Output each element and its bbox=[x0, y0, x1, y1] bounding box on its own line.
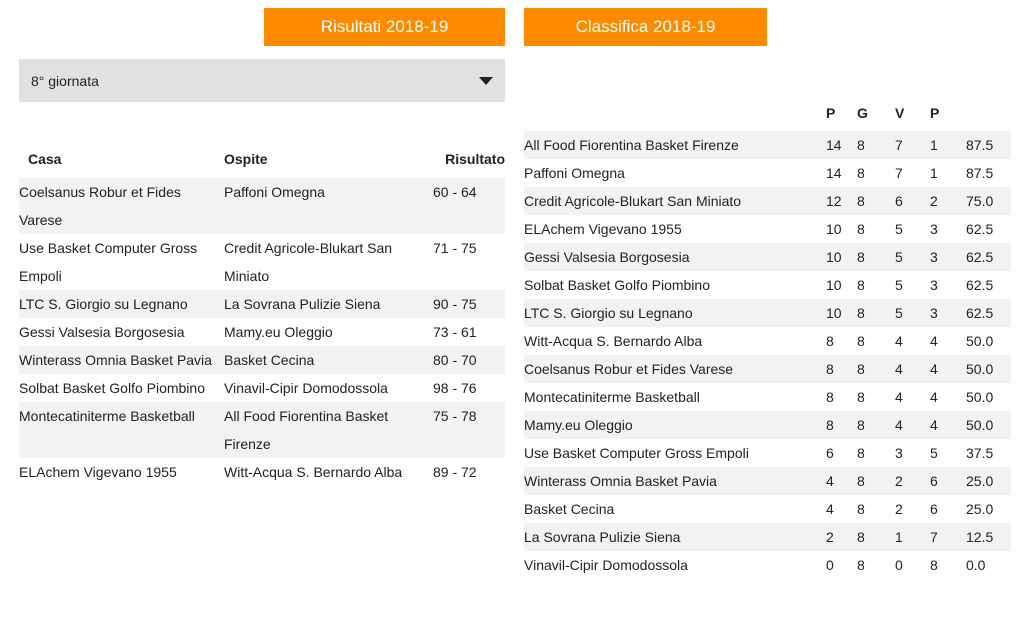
standings-cell-lost: 7 bbox=[930, 529, 938, 545]
standings-cell-played: 8 bbox=[857, 501, 865, 517]
results-row bbox=[19, 374, 505, 402]
results-row bbox=[19, 290, 505, 318]
standings-cell-played: 8 bbox=[857, 249, 865, 265]
standings-cell-pct: 62.5 bbox=[966, 305, 994, 321]
standings-cell-team: Coelsanus Robur et Fides Varese bbox=[524, 361, 734, 377]
results-table bbox=[19, 140, 505, 486]
standings-cell-lost: 2 bbox=[930, 193, 938, 209]
standings-cell-won: 5 bbox=[895, 221, 903, 237]
standings-row bbox=[524, 327, 1011, 355]
chevron-down-icon[interactable] bbox=[479, 77, 493, 85]
results-cell-score: 80 - 70 bbox=[433, 352, 477, 368]
standings-cell-played: 8 bbox=[857, 277, 865, 293]
standings-header-row bbox=[524, 95, 1011, 131]
results-cell-home: Coelsanus Robur et Fides Varese bbox=[19, 184, 181, 228]
standings-cell-won: 3 bbox=[895, 445, 903, 461]
standings-cell-lost: 3 bbox=[930, 249, 938, 265]
standings-cell-played: 8 bbox=[857, 417, 865, 433]
standings-cell-pct: 87.5 bbox=[966, 165, 994, 181]
standings-row bbox=[524, 355, 1011, 383]
standings-cell-points: 12 bbox=[826, 193, 842, 209]
standings-cell-lost: 5 bbox=[930, 445, 938, 461]
results-cell-away: Paffoni Omegna bbox=[224, 184, 325, 200]
standings-row bbox=[524, 439, 1011, 467]
standings-cell-points: 10 bbox=[826, 249, 842, 265]
results-cell-score: 75 - 78 bbox=[433, 408, 477, 424]
standings-cell-played: 8 bbox=[857, 389, 865, 405]
standings-col-played: G bbox=[857, 105, 868, 121]
standings-cell-lost: 3 bbox=[930, 277, 938, 293]
results-cell-away: Credit Agricole-Blukart San Miniato bbox=[224, 240, 393, 284]
standings-cell-team: Gessi Valsesia Borgosesia bbox=[524, 249, 690, 265]
results-cell-home: LTC S. Giorgio su Legnano bbox=[19, 296, 188, 312]
standings-cell-won: 2 bbox=[895, 501, 903, 517]
results-cell-score: 98 - 76 bbox=[433, 380, 477, 396]
standings-cell-team: Solbat Basket Golfo Piombino bbox=[524, 277, 710, 293]
standings-title-banner[interactable]: Classifica 2018-19 bbox=[524, 8, 767, 46]
standings-cell-team: Mamy.eu Oleggio bbox=[524, 417, 633, 433]
round-select-value: 8° giornata bbox=[31, 72, 99, 89]
standings-cell-pct: 50.0 bbox=[966, 361, 994, 377]
standings-cell-pct: 25.0 bbox=[966, 501, 994, 517]
round-select[interactable] bbox=[19, 59, 505, 102]
standings-cell-won: 4 bbox=[895, 389, 903, 405]
standings-cell-lost: 4 bbox=[930, 417, 938, 433]
standings-row bbox=[524, 411, 1011, 439]
standings-cell-team: ELAchem Vigevano 1955 bbox=[524, 221, 682, 237]
standings-cell-points: 10 bbox=[826, 277, 842, 293]
standings-cell-won: 5 bbox=[895, 249, 903, 265]
standings-row bbox=[524, 551, 1011, 579]
results-cell-home: Winterass Omnia Basket Pavia bbox=[19, 352, 212, 368]
standings-cell-points: 0 bbox=[826, 557, 834, 573]
results-cell-away: Witt-Acqua S. Bernardo Alba bbox=[224, 464, 403, 480]
results-row bbox=[19, 458, 505, 486]
results-title-banner[interactable]: Risultati 2018-19 bbox=[264, 8, 505, 46]
standings-cell-lost: 4 bbox=[930, 389, 938, 405]
results-header-row bbox=[19, 140, 505, 178]
standings-cell-lost: 1 bbox=[930, 137, 938, 153]
results-row bbox=[19, 346, 505, 374]
standings-cell-played: 8 bbox=[857, 137, 865, 153]
standings-cell-team: Credit Agricole-Blukart San Miniato bbox=[524, 193, 742, 209]
standings-cell-team: All Food Fiorentina Basket Firenze bbox=[524, 137, 739, 153]
standings-cell-played: 8 bbox=[857, 305, 865, 321]
results-row bbox=[19, 402, 505, 458]
standings-cell-points: 4 bbox=[826, 501, 834, 517]
results-cell-home: Solbat Basket Golfo Piombino bbox=[19, 380, 205, 396]
standings-col-won: V bbox=[895, 105, 905, 121]
results-cell-home: Gessi Valsesia Borgosesia bbox=[19, 324, 185, 340]
standings-cell-lost: 6 bbox=[930, 501, 938, 517]
standings-cell-played: 8 bbox=[857, 221, 865, 237]
standings-cell-played: 8 bbox=[857, 333, 865, 349]
results-cell-away: Vinavil-Cipir Domodossola bbox=[224, 380, 388, 396]
standings-cell-lost: 6 bbox=[930, 473, 938, 489]
standings-cell-lost: 3 bbox=[930, 305, 938, 321]
standings-cell-won: 2 bbox=[895, 473, 903, 489]
standings-row bbox=[524, 215, 1011, 243]
standings-row bbox=[524, 271, 1011, 299]
standings-row bbox=[524, 523, 1011, 551]
standings-cell-points: 4 bbox=[826, 473, 834, 489]
standings-cell-team: La Sovrana Pulizie Siena bbox=[524, 529, 681, 545]
standings-cell-won: 6 bbox=[895, 193, 903, 209]
standings-cell-points: 8 bbox=[826, 389, 834, 405]
results-cell-away: Basket Cecina bbox=[224, 352, 315, 368]
standings-cell-lost: 1 bbox=[930, 165, 938, 181]
standings-cell-points: 14 bbox=[826, 137, 842, 153]
standings-cell-team: Winterass Omnia Basket Pavia bbox=[524, 473, 717, 489]
results-cell-away: Mamy.eu Oleggio bbox=[224, 324, 333, 340]
standings-cell-won: 7 bbox=[895, 137, 903, 153]
standings-cell-points: 8 bbox=[826, 333, 834, 349]
standings-col-lost: P bbox=[930, 105, 940, 121]
results-col-home: Casa bbox=[28, 151, 62, 167]
standings-cell-pct: 75.0 bbox=[966, 193, 994, 209]
standings-cell-lost: 8 bbox=[930, 557, 938, 573]
standings-cell-points: 2 bbox=[826, 529, 834, 545]
standings-cell-played: 8 bbox=[857, 529, 865, 545]
standings-cell-played: 8 bbox=[857, 445, 865, 461]
standings-row bbox=[524, 467, 1011, 495]
standings-cell-won: 5 bbox=[895, 277, 903, 293]
standings-cell-pct: 62.5 bbox=[966, 277, 994, 293]
standings-cell-played: 8 bbox=[857, 165, 865, 181]
results-row bbox=[19, 234, 505, 290]
standings-cell-played: 8 bbox=[857, 193, 865, 209]
standings-cell-won: 7 bbox=[895, 165, 903, 181]
results-cell-home: Use Basket Computer Gross Empoli bbox=[19, 240, 198, 284]
standings-row bbox=[524, 299, 1011, 327]
standings-cell-points: 6 bbox=[826, 445, 834, 461]
results-cell-away: All Food Fiorentina Basket Firenze bbox=[224, 408, 389, 452]
standings-cell-won: 4 bbox=[895, 333, 903, 349]
standings-cell-pct: 37.5 bbox=[966, 445, 994, 461]
standings-row bbox=[524, 383, 1011, 411]
standings-cell-team: Montecatiniterme Basketball bbox=[524, 389, 700, 405]
results-col-away: Ospite bbox=[224, 151, 268, 167]
standings-cell-team: Basket Cecina bbox=[524, 501, 615, 517]
standings-cell-lost: 4 bbox=[930, 333, 938, 349]
standings-cell-played: 8 bbox=[857, 361, 865, 377]
standings-col-points: P bbox=[826, 105, 836, 121]
standings-table bbox=[524, 95, 1011, 579]
standings-cell-team: Vinavil-Cipir Domodossola bbox=[524, 557, 688, 573]
standings-cell-pct: 0.0 bbox=[966, 557, 986, 573]
standings-cell-won: 5 bbox=[895, 305, 903, 321]
standings-cell-won: 1 bbox=[895, 529, 903, 545]
standings-cell-points: 8 bbox=[826, 417, 834, 433]
results-cell-home: ELAchem Vigevano 1955 bbox=[19, 464, 177, 480]
standings-cell-points: 10 bbox=[826, 221, 842, 237]
standings-cell-played: 8 bbox=[857, 557, 865, 573]
results-col-score: Risultato bbox=[445, 151, 505, 167]
standings-cell-played: 8 bbox=[857, 473, 865, 489]
results-cell-score: 60 - 64 bbox=[433, 184, 477, 200]
standings-cell-team: LTC S. Giorgio su Legnano bbox=[524, 305, 693, 321]
standings-cell-won: 4 bbox=[895, 361, 903, 377]
results-cell-away: La Sovrana Pulizie Siena bbox=[224, 296, 381, 312]
standings-row bbox=[524, 131, 1011, 159]
standings-row bbox=[524, 159, 1011, 187]
standings-cell-pct: 50.0 bbox=[966, 389, 994, 405]
standings-row bbox=[524, 243, 1011, 271]
standings-cell-won: 4 bbox=[895, 417, 903, 433]
standings-cell-team: Paffoni Omegna bbox=[524, 165, 625, 181]
standings-cell-points: 8 bbox=[826, 361, 834, 377]
results-cell-home: Montecatiniterme Basketball bbox=[19, 408, 195, 424]
standings-cell-team: Use Basket Computer Gross Empoli bbox=[524, 445, 749, 461]
standings-cell-points: 14 bbox=[826, 165, 842, 181]
standings-cell-pct: 62.5 bbox=[966, 249, 994, 265]
standings-row bbox=[524, 187, 1011, 215]
standings-cell-pct: 50.0 bbox=[966, 417, 994, 433]
standings-cell-won: 0 bbox=[895, 557, 903, 573]
standings-cell-lost: 3 bbox=[930, 221, 938, 237]
standings-cell-pct: 62.5 bbox=[966, 221, 994, 237]
standings-cell-pct: 50.0 bbox=[966, 333, 994, 349]
standings-cell-team: Witt-Acqua S. Bernardo Alba bbox=[524, 333, 703, 349]
standings-cell-pct: 12.5 bbox=[966, 529, 994, 545]
results-cell-score: 90 - 75 bbox=[433, 296, 477, 312]
standings-row bbox=[524, 495, 1011, 523]
standings-cell-pct: 25.0 bbox=[966, 473, 994, 489]
results-row bbox=[19, 318, 505, 346]
standings-cell-points: 10 bbox=[826, 305, 842, 321]
results-cell-score: 73 - 61 bbox=[433, 324, 477, 340]
results-cell-score: 89 - 72 bbox=[433, 464, 477, 480]
results-row bbox=[19, 178, 505, 234]
standings-cell-lost: 4 bbox=[930, 361, 938, 377]
results-cell-score: 71 - 75 bbox=[433, 240, 477, 256]
standings-cell-pct: 87.5 bbox=[966, 137, 994, 153]
